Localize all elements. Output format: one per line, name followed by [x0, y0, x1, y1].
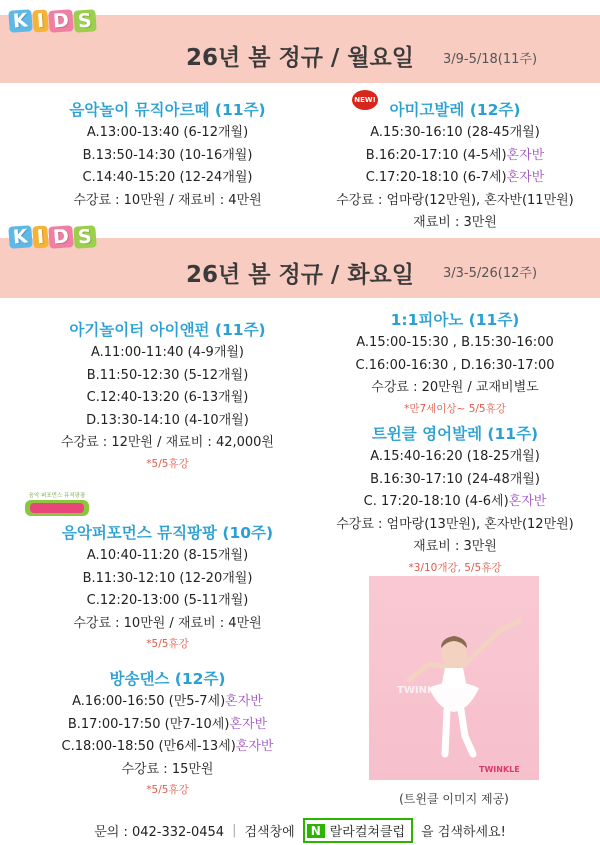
- music-pangpang-logo: [22, 490, 92, 518]
- class-heading: 음악퍼포먼스 뮤직팡팡 (10주): [61, 524, 274, 542]
- logo-shape: [30, 503, 84, 513]
- holiday-note: *5/5휴강: [146, 784, 189, 796]
- class-broadcast-dance: 방송댄스 (12주) A.16:00-16:50 (만5-7세)혼자반 B.17:00-17:50 (만7-10세)혼자반 C.18:00-18:50 (만6세-13세)혼자반 수강료 : 15만원 *5/5휴강: [25, 667, 310, 799]
- search-suffix: 을 검색하세요!: [421, 825, 506, 840]
- logo-subtitle: 음악 퍼포먼스 뮤직팡팡: [28, 493, 86, 499]
- material-fee-text: 재료비 : 3만원: [413, 215, 497, 230]
- naver-logo-icon: N: [307, 824, 325, 838]
- solo-tag: 혼자반: [235, 739, 274, 754]
- solo-tag: 혼자반: [506, 147, 545, 163]
- contact-text: 문의 : 042-332-0454: [94, 825, 225, 840]
- class-heading: 방송댄스 (12주): [109, 670, 226, 688]
- kids-logo: K I D S: [9, 226, 95, 248]
- fee-text: 수강료 : 엄마랑(12만원), 혼자반(11만원): [336, 192, 574, 208]
- class-heading: 아기놀이터 아이앤펀 (11주): [69, 321, 266, 339]
- fee-text: 수강료 : 20만원 / 교재비별도: [371, 380, 539, 395]
- material-fee-text: 재료비 : 3만원: [413, 539, 497, 554]
- fee-text: 수강료 : 10만원 / 재료비 : 4만원: [73, 192, 262, 208]
- kids-logo: K I D S: [9, 10, 95, 32]
- tuesday-title: 26년 봄 정규 / 화요일: [186, 262, 414, 288]
- class-music-pangpang: 음악퍼포먼스 뮤직팡팡 (10주) A.10:40-11:20 (8-15개월) B.11:30-12:10 (12-20개월) C.12:20-13:00 (5-11개월) 수강료 : 10만원 / 재료비 : 4만원 *5/5휴강: [25, 521, 310, 653]
- monday-period: 3/9-5/18(11주): [443, 52, 538, 67]
- solo-tag: 혼자반: [225, 694, 263, 709]
- footer: [0, 818, 600, 843]
- age-note: *만7세이상~ 5/5휴강: [404, 402, 506, 415]
- ballet-child-illustration: [369, 576, 539, 780]
- solo-tag: 혼자반: [506, 170, 545, 185]
- new-badge: NEW!: [352, 90, 378, 110]
- fee-text: 수강료 : 12만원 / 재료비 : 42,000원: [61, 435, 274, 450]
- class-musicarte: 음악놀이 뮤직아르떼 (11주) A.13:00-13:40 (6-12개월) B.13:50-14:30 (10-16개월) C.14:40-15:20 (12-24개월) 수강료 : 10만원 / 재료비 : 4만원: [40, 98, 295, 212]
- class-piano: 1:1피아노 (11주) A.15:00-15:30 , B.15:30-16:00 C.16:00-16:30 , D.16:30-17:00 수강료 : 20만원 / 교재비별도 *만7세이상~ 5/5휴강: [330, 308, 580, 418]
- holiday-note: *5/5휴강: [146, 638, 189, 650]
- solo-tag: 혼자반: [229, 716, 268, 732]
- class-heading: 음악놀이 뮤직아르떼 (11주): [69, 101, 266, 119]
- divider: |: [232, 823, 237, 838]
- class-amigo-ballet: 아미고발레 (12주) A.15:30-16:10 (28-45개월) B.16:20-17:10 (4-5세)혼자반 C.17:20-18:10 (6-7세)혼자반 수강료 : 엄마랑(12만원), 혼자반(11만원) 재료비 : 3만원: [325, 98, 585, 235]
- fee-text: 수강료 : 15만원: [121, 761, 214, 777]
- tuesday-period: 3/3-5/26(12주): [443, 266, 538, 281]
- watermark-text: TWINKLE: [397, 685, 448, 696]
- club-name: 랄라컬쳐클럽: [329, 825, 406, 840]
- fee-text: 수강료 : 엄마랑(13만원), 혼자반(12만원): [336, 516, 574, 532]
- photo-caption: (트윈클 이미지 제공): [399, 792, 509, 806]
- tuesday-header-band: [0, 225, 600, 298]
- search-prefix: 검색창에: [244, 825, 295, 840]
- class-heading: 트윈클 영어발레 (11주): [371, 425, 539, 443]
- naver-search-box: [303, 818, 413, 843]
- class-heading: 1:1피아노 (11주): [390, 311, 520, 329]
- holiday-note: *5/5휴강: [146, 457, 189, 470]
- ballet-photo: [369, 576, 539, 780]
- start-note: *3/10개강, 5/5휴강: [408, 561, 502, 574]
- monday-title: 26년 봄 정규 / 월요일: [186, 45, 414, 71]
- monday-header-band: [0, 9, 600, 83]
- class-ainfun: 아기놀이터 아이앤펀 (11주) A.11:00-11:40 (4-9개월) B.11:50-12:30 (5-12개월) C.12:40-13:20 (6-13개월) D.13:30-14:10 (4-10개월) 수강료 : 12만원 / 재료비 : 42,000원 *5/5휴강: [25, 318, 310, 473]
- fee-text: 수강료 : 10만원 / 재료비 : 4만원: [73, 615, 262, 631]
- solo-tag: 혼자반: [508, 494, 547, 509]
- class-heading: 아미고발레 (12주): [389, 101, 521, 119]
- brand-text: TWINKLE: [479, 765, 520, 774]
- class-twinkle-ballet: 트윈클 영어발레 (11주) A.15:40-16:20 (18-25개월) B.16:30-17:10 (24-48개월) C. 17:20-18:10 (4-6세)혼자반 수강료 : 엄마랑(13만원), 혼자반(12만원) 재료비 : 3만원 *3/10개강, 5/5휴강: [325, 422, 585, 577]
